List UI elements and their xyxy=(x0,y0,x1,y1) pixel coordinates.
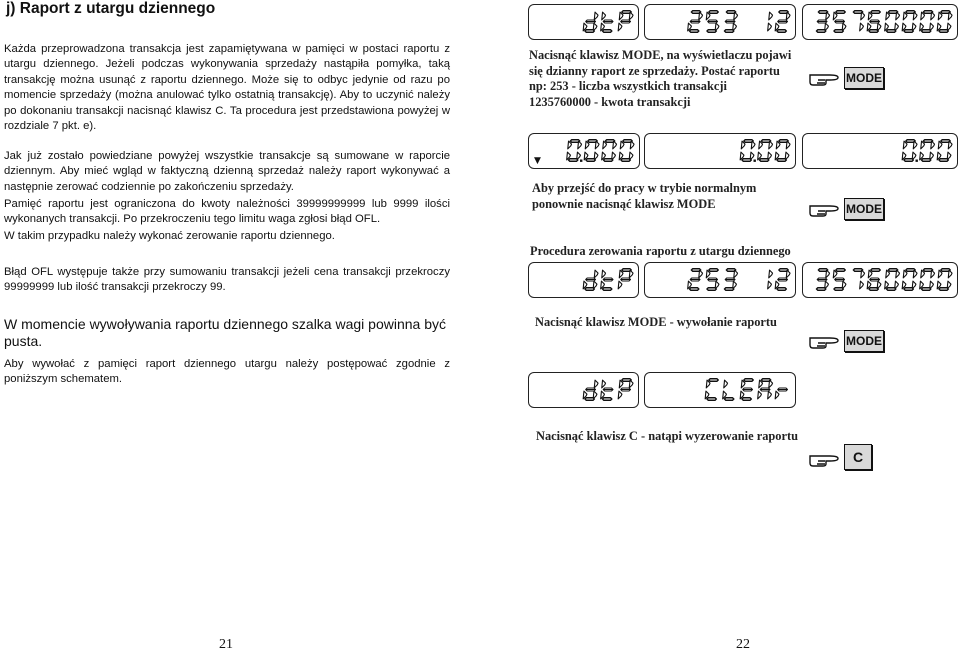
lcd-segment xyxy=(621,159,631,162)
lcd-segment xyxy=(603,20,613,23)
lcd-display xyxy=(802,133,958,169)
lcd-segment xyxy=(886,288,896,291)
caption-line: się dzianny raport ze sprzedaży. Postać raportu xyxy=(529,63,780,78)
lcd-segment xyxy=(709,379,719,382)
pointing-hand-icon xyxy=(808,448,842,468)
lcd-segment xyxy=(743,388,753,391)
paragraph-reset-needed: W takim przypadku należy wykonać zerowanie raportu dziennego. xyxy=(4,230,335,242)
lcd-display xyxy=(644,372,796,408)
lcd-segment xyxy=(870,20,880,23)
lcd-digits xyxy=(645,134,794,167)
lcd-segment xyxy=(586,278,596,281)
paragraph-ofl-error: Błąd OFL występuje także przy sumowaniu transakcji jeżeli cena transakcji przekroczy 99999999 lub ilość transakcji przekroczy 99. xyxy=(4,266,450,294)
lcd-segment xyxy=(816,30,826,33)
lcd-segment xyxy=(621,278,631,281)
lcd-segment xyxy=(931,141,935,149)
lcd-segment xyxy=(709,269,719,272)
lcd-digits xyxy=(529,373,637,406)
lcd-segment xyxy=(778,20,788,23)
lcd-segment xyxy=(689,288,699,291)
paragraph-daily-sum: Jak już zostało powiedziane powyżej wszystkie transakcje są sumowane w raporcie dziennym. Aby mieć wgląd w faktyczną dzienną sprzedaż należy raport wykonywać a następnie zerować codziennie po zakończeniu sprzedaży. xyxy=(4,150,450,193)
caption-line: 1235760000 - kwota transakcji xyxy=(529,94,691,109)
lcd-display xyxy=(644,4,796,40)
lcd-segment xyxy=(602,12,606,20)
lcd-segment xyxy=(689,30,699,33)
lcd-segment xyxy=(602,380,606,388)
lcd-segment xyxy=(904,30,914,33)
lcd-decimal-point xyxy=(754,160,756,162)
pointing-hand-icon xyxy=(808,330,842,350)
lcd-segment xyxy=(725,20,735,23)
lcd-segment xyxy=(769,12,773,20)
lcd-segment xyxy=(777,159,787,162)
lcd-segment xyxy=(707,30,717,33)
lcd-segment xyxy=(629,12,633,20)
lcd-segment xyxy=(613,141,617,149)
lcd-indicator-arrow: ▼ xyxy=(534,156,541,166)
lcd-decimal-point xyxy=(916,160,918,162)
lcd-segment xyxy=(768,391,772,399)
lcd-segment xyxy=(621,388,631,391)
lcd-segment xyxy=(618,23,622,31)
mode-key-button[interactable]: MODE xyxy=(844,67,884,89)
caption-normal-mode xyxy=(532,181,756,212)
lcd-segment xyxy=(602,288,612,291)
lcd-segment xyxy=(921,30,931,33)
lcd-segment xyxy=(585,398,595,401)
lcd-segment xyxy=(931,12,935,20)
lcd-segment xyxy=(594,380,598,388)
lcd-display xyxy=(802,262,958,298)
lcd-segment xyxy=(618,281,622,289)
lcd-segment xyxy=(817,20,827,23)
lcd-segment xyxy=(948,12,952,20)
lcd-segment xyxy=(835,20,845,23)
paragraph-how-to-call: Aby wywołać z pamięci raport dziennego utargu należy postępować zgodnie z poniższym schematem. xyxy=(4,358,450,386)
lcd-segment xyxy=(786,141,790,149)
paragraph-transactions-memory: Każda przeprowadzona transakcja jest zapamiętywana w pamięci w postaci raportu z utargu dziennego. Jeżeli podczas wykonywania sprzedaży nastąpiła pomyłka, taką transakcję można usunąć z raportu dziennego. Może się to odbyc jedynie od razu po momencie sprzedaży (można anulować tylko ostatnią transakcję). Aby to uczynić należy po dokonaniu transakcji nacisnąć klawisz C. Ta procedura jest przedstawiona powyżej w rozdziale 7 pkt. e). xyxy=(4,43,450,133)
lcd-segment xyxy=(834,30,844,33)
lcd-segment xyxy=(759,159,769,162)
lcd-digits xyxy=(645,263,794,296)
mode-key-button[interactable]: MODE xyxy=(844,330,884,352)
lcd-segment xyxy=(725,278,735,281)
lcd-segment xyxy=(836,11,846,14)
lcd-segment xyxy=(778,388,788,391)
lcd-segment xyxy=(786,270,790,278)
lcd-display xyxy=(528,133,640,169)
section-title-reset: Procedura zerowania raportu z utargu dziennego xyxy=(530,244,791,258)
lcd-display xyxy=(644,262,796,298)
lcd-segment xyxy=(708,278,718,281)
lcd-segment xyxy=(939,30,949,33)
lcd-segment xyxy=(860,281,864,289)
lcd-segment xyxy=(707,398,717,401)
lcd-segment xyxy=(708,20,718,23)
lcd-segment xyxy=(594,270,598,278)
lcd-segment xyxy=(707,288,717,291)
lcd-segment xyxy=(769,141,773,149)
lcd-segment xyxy=(948,270,952,278)
paragraph-memory-limit: Pamięć raportu jest ograniczona do kwoty należności 39999999999 lub 9999 ilości wykonanych transakcji. Po przekroczeniu tego limitu waga zgłosi błąd OFL. xyxy=(4,198,450,226)
lcd-segment xyxy=(595,141,599,149)
lcd-segment xyxy=(742,398,752,401)
lcd-segment xyxy=(786,12,790,20)
pointing-hand-icon xyxy=(808,198,842,218)
lcd-segment xyxy=(603,159,613,162)
lcd-segment xyxy=(939,159,949,162)
lcd-digits xyxy=(529,5,637,38)
lcd-segment xyxy=(769,380,773,388)
lcd-segment xyxy=(744,379,754,382)
lcd-segment xyxy=(751,141,755,149)
lcd-segment xyxy=(586,159,596,162)
lcd-segment xyxy=(724,30,734,33)
lcd-segment xyxy=(630,141,634,149)
lcd-segment xyxy=(861,270,865,278)
lcd-segment xyxy=(931,270,935,278)
lcd-segment xyxy=(724,288,734,291)
lcd-segment xyxy=(816,288,826,291)
lcd-segment xyxy=(734,270,738,278)
lcd-segment xyxy=(578,141,582,149)
lcd-segment xyxy=(758,391,762,399)
lcd-segment xyxy=(913,270,917,278)
paragraph-empty-pan: W momencie wywoływania raportu dziennego szalka wagi powinna być pusta. xyxy=(4,316,446,349)
lcd-segment xyxy=(861,12,865,20)
lcd-segment xyxy=(836,269,846,272)
lcd-segment xyxy=(860,23,864,31)
lcd-segment xyxy=(734,12,738,20)
page-number-right: 22 xyxy=(736,637,750,652)
lcd-segment xyxy=(709,11,719,14)
lcd-segment xyxy=(826,12,830,20)
lcd-segment xyxy=(886,30,896,33)
lcd-segment xyxy=(877,281,881,289)
section-heading: j) Raport z utargu dziennego xyxy=(6,0,216,17)
lcd-segment xyxy=(834,288,844,291)
lcd-segment xyxy=(594,12,598,20)
caption-report xyxy=(529,48,791,110)
lcd-segment xyxy=(921,159,931,162)
lcd-segment xyxy=(690,278,700,281)
lcd-segment xyxy=(777,288,787,291)
lcd-segment xyxy=(913,141,917,149)
lcd-segment xyxy=(699,12,703,20)
lcd-segment xyxy=(817,278,827,281)
lcd-segment xyxy=(629,270,633,278)
lcd-segment xyxy=(724,398,734,401)
lcd-segment xyxy=(585,288,595,291)
lcd-segment xyxy=(621,20,631,23)
mode-key-button[interactable]: MODE xyxy=(844,198,884,220)
lcd-decimal-point xyxy=(580,160,582,162)
caption-line: np: 253 - liczba wszystkich transakcji xyxy=(529,79,727,94)
caption-reset-report: Nacisnąć klawisz C - natąpi wyzerowanie raportu xyxy=(536,429,799,443)
lcd-digits xyxy=(529,134,638,167)
lcd-digits xyxy=(803,134,956,167)
caption-line: ponownie nacisnąć klawisz MODE xyxy=(532,196,716,211)
lcd-display xyxy=(802,4,958,40)
caption-call-report: Nacisnąć klawisz MODE - wywołanie raportu xyxy=(535,315,777,329)
lcd-segment xyxy=(896,270,900,278)
caption-line: Aby przejść do pracy w trybie normalnym xyxy=(532,181,757,195)
lcd-segment xyxy=(690,20,700,23)
pointing-hand-icon xyxy=(808,67,842,87)
lcd-segment xyxy=(768,281,772,289)
lcd-segment xyxy=(778,278,788,281)
lcd-segment xyxy=(603,278,613,281)
lcd-segment xyxy=(777,30,787,33)
page-number-left: 21 xyxy=(219,637,233,652)
lcd-display xyxy=(528,262,639,298)
lcd-digits xyxy=(803,5,956,38)
lcd-segment xyxy=(699,270,703,278)
lcd-segment xyxy=(768,23,772,31)
lcd-segment xyxy=(585,30,595,33)
lcd-segment xyxy=(742,159,752,162)
lcd-segment xyxy=(602,30,612,33)
lcd-segment xyxy=(618,391,622,399)
lcd-segment xyxy=(896,12,900,20)
lcd-segment xyxy=(904,288,914,291)
lcd-segment xyxy=(835,278,845,281)
lcd-display xyxy=(528,4,639,40)
lcd-segment xyxy=(760,388,770,391)
lcd-segment xyxy=(775,391,779,399)
lcd-segment xyxy=(904,159,914,162)
lcd-segment xyxy=(871,11,881,14)
lcd-segment xyxy=(586,20,596,23)
lcd-segment xyxy=(568,159,578,162)
lcd-segment xyxy=(602,270,606,278)
caption-line: Nacisnąć klawisz MODE, na wyświetlaczu pojawi xyxy=(529,48,792,62)
lcd-digits xyxy=(529,263,637,296)
lcd-segment xyxy=(870,278,880,281)
lcd-segment xyxy=(877,23,881,31)
lcd-segment xyxy=(602,398,612,401)
lcd-segment xyxy=(921,288,931,291)
lcd-digits xyxy=(803,263,956,296)
lcd-segment xyxy=(586,388,596,391)
lcd-display xyxy=(644,133,796,169)
lcd-digits xyxy=(645,5,794,38)
lcd-segment xyxy=(629,380,633,388)
lcd-display xyxy=(528,372,639,408)
lcd-segment xyxy=(724,380,728,388)
lcd-segment xyxy=(948,141,952,149)
lcd-segment xyxy=(826,270,830,278)
lcd-segment xyxy=(913,12,917,20)
lcd-segment xyxy=(603,388,613,391)
c-key-button[interactable]: C xyxy=(844,444,872,470)
lcd-segment xyxy=(769,270,773,278)
lcd-segment xyxy=(939,288,949,291)
lcd-segment xyxy=(871,269,881,272)
lcd-digits xyxy=(645,373,794,406)
